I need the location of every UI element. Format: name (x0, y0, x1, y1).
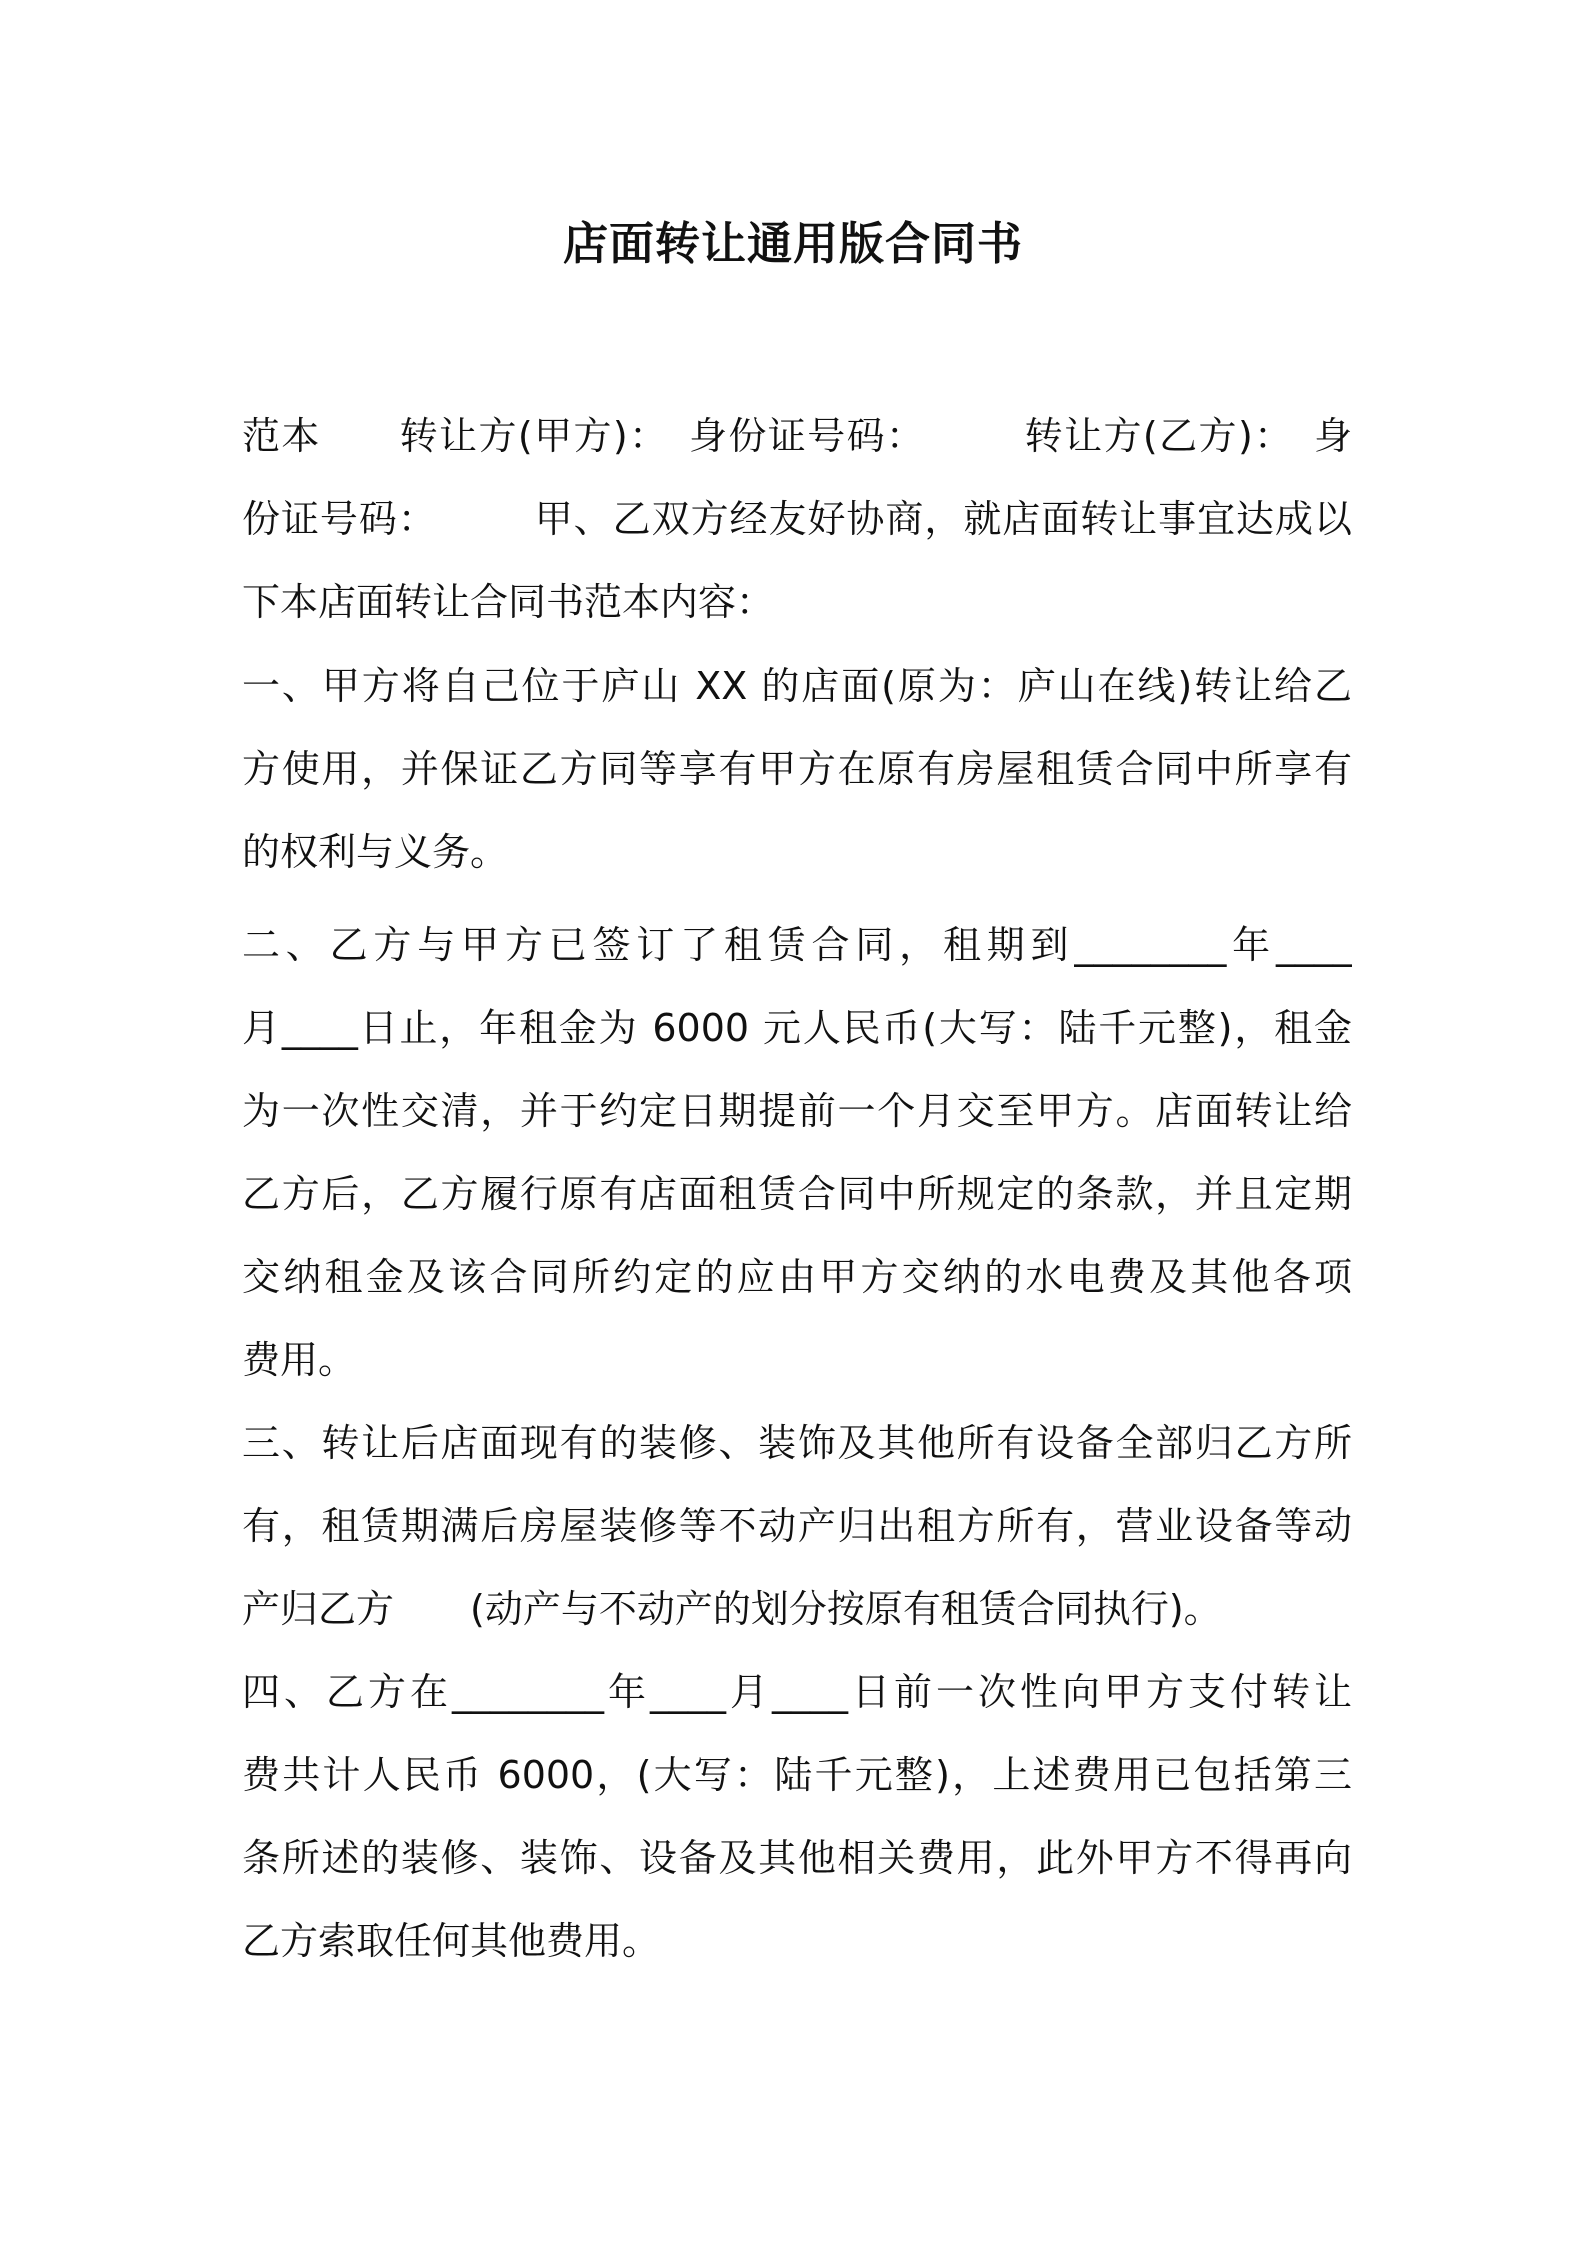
text-line: 乙方后，乙方履行原有店面租赁合同中所规定的条款，并且定期 (242, 1172, 1352, 1216)
text-line: 范本 转让方(甲方)： 身份证号码： 转让方(乙方)： 身 (242, 414, 1352, 458)
text-line: 二、乙方与甲方已签订了租赁合同，租期到________年____ (242, 923, 1352, 967)
text-line: 三、转让后店面现有的装修、装饰及其他所有设备全部归乙方所 (242, 1421, 1352, 1465)
text-line: 下本店面转让合同书范本内容： (242, 580, 775, 624)
text-line: 费共计人民币 6000，(大写：陆千元整)，上述费用已包括第三 (242, 1753, 1352, 1797)
text-line: 乙方索取任何其他费用。 (242, 1919, 661, 1963)
text-line: 产归乙方 (动产与不动产的划分按原有租赁合同执行)。 (242, 1587, 1222, 1631)
text-line: 月____日止，年租金为 6000 元人民币(大写：陆千元整)，租金 (242, 1006, 1352, 1050)
text-line: 为一次性交清，并于约定日期提前一个月交至甲方。店面转让给 (242, 1089, 1352, 1133)
text-line: 费用。 (242, 1338, 357, 1382)
text-line: 份证号码： 甲、乙双方经友好协商，就店面转让事宜达成以 (242, 497, 1352, 541)
text-line: 一、甲方将自己位于庐山 XX 的店面(原为：庐山在线)转让给乙 (242, 664, 1352, 708)
text-line: 条所述的装修、装饰、设备及其他相关费用，此外甲方不得再向 (242, 1836, 1352, 1880)
document-title: 店面转让通用版合同书 (562, 217, 1023, 270)
text-line: 有，租赁期满后房屋装修等不动产归出租方所有，营业设备等动 (242, 1504, 1352, 1548)
text-line: 四、乙方在________年____月____日前一次性向甲方支付转让 (242, 1670, 1352, 1714)
text-line: 交纳租金及该合同所约定的应由甲方交纳的水电费及其他各项 (242, 1255, 1352, 1299)
text-line: 方使用，并保证乙方同等享有甲方在原有房屋租赁合同中所享有 (242, 747, 1352, 791)
text-line: 的权利与义务。 (242, 830, 509, 874)
